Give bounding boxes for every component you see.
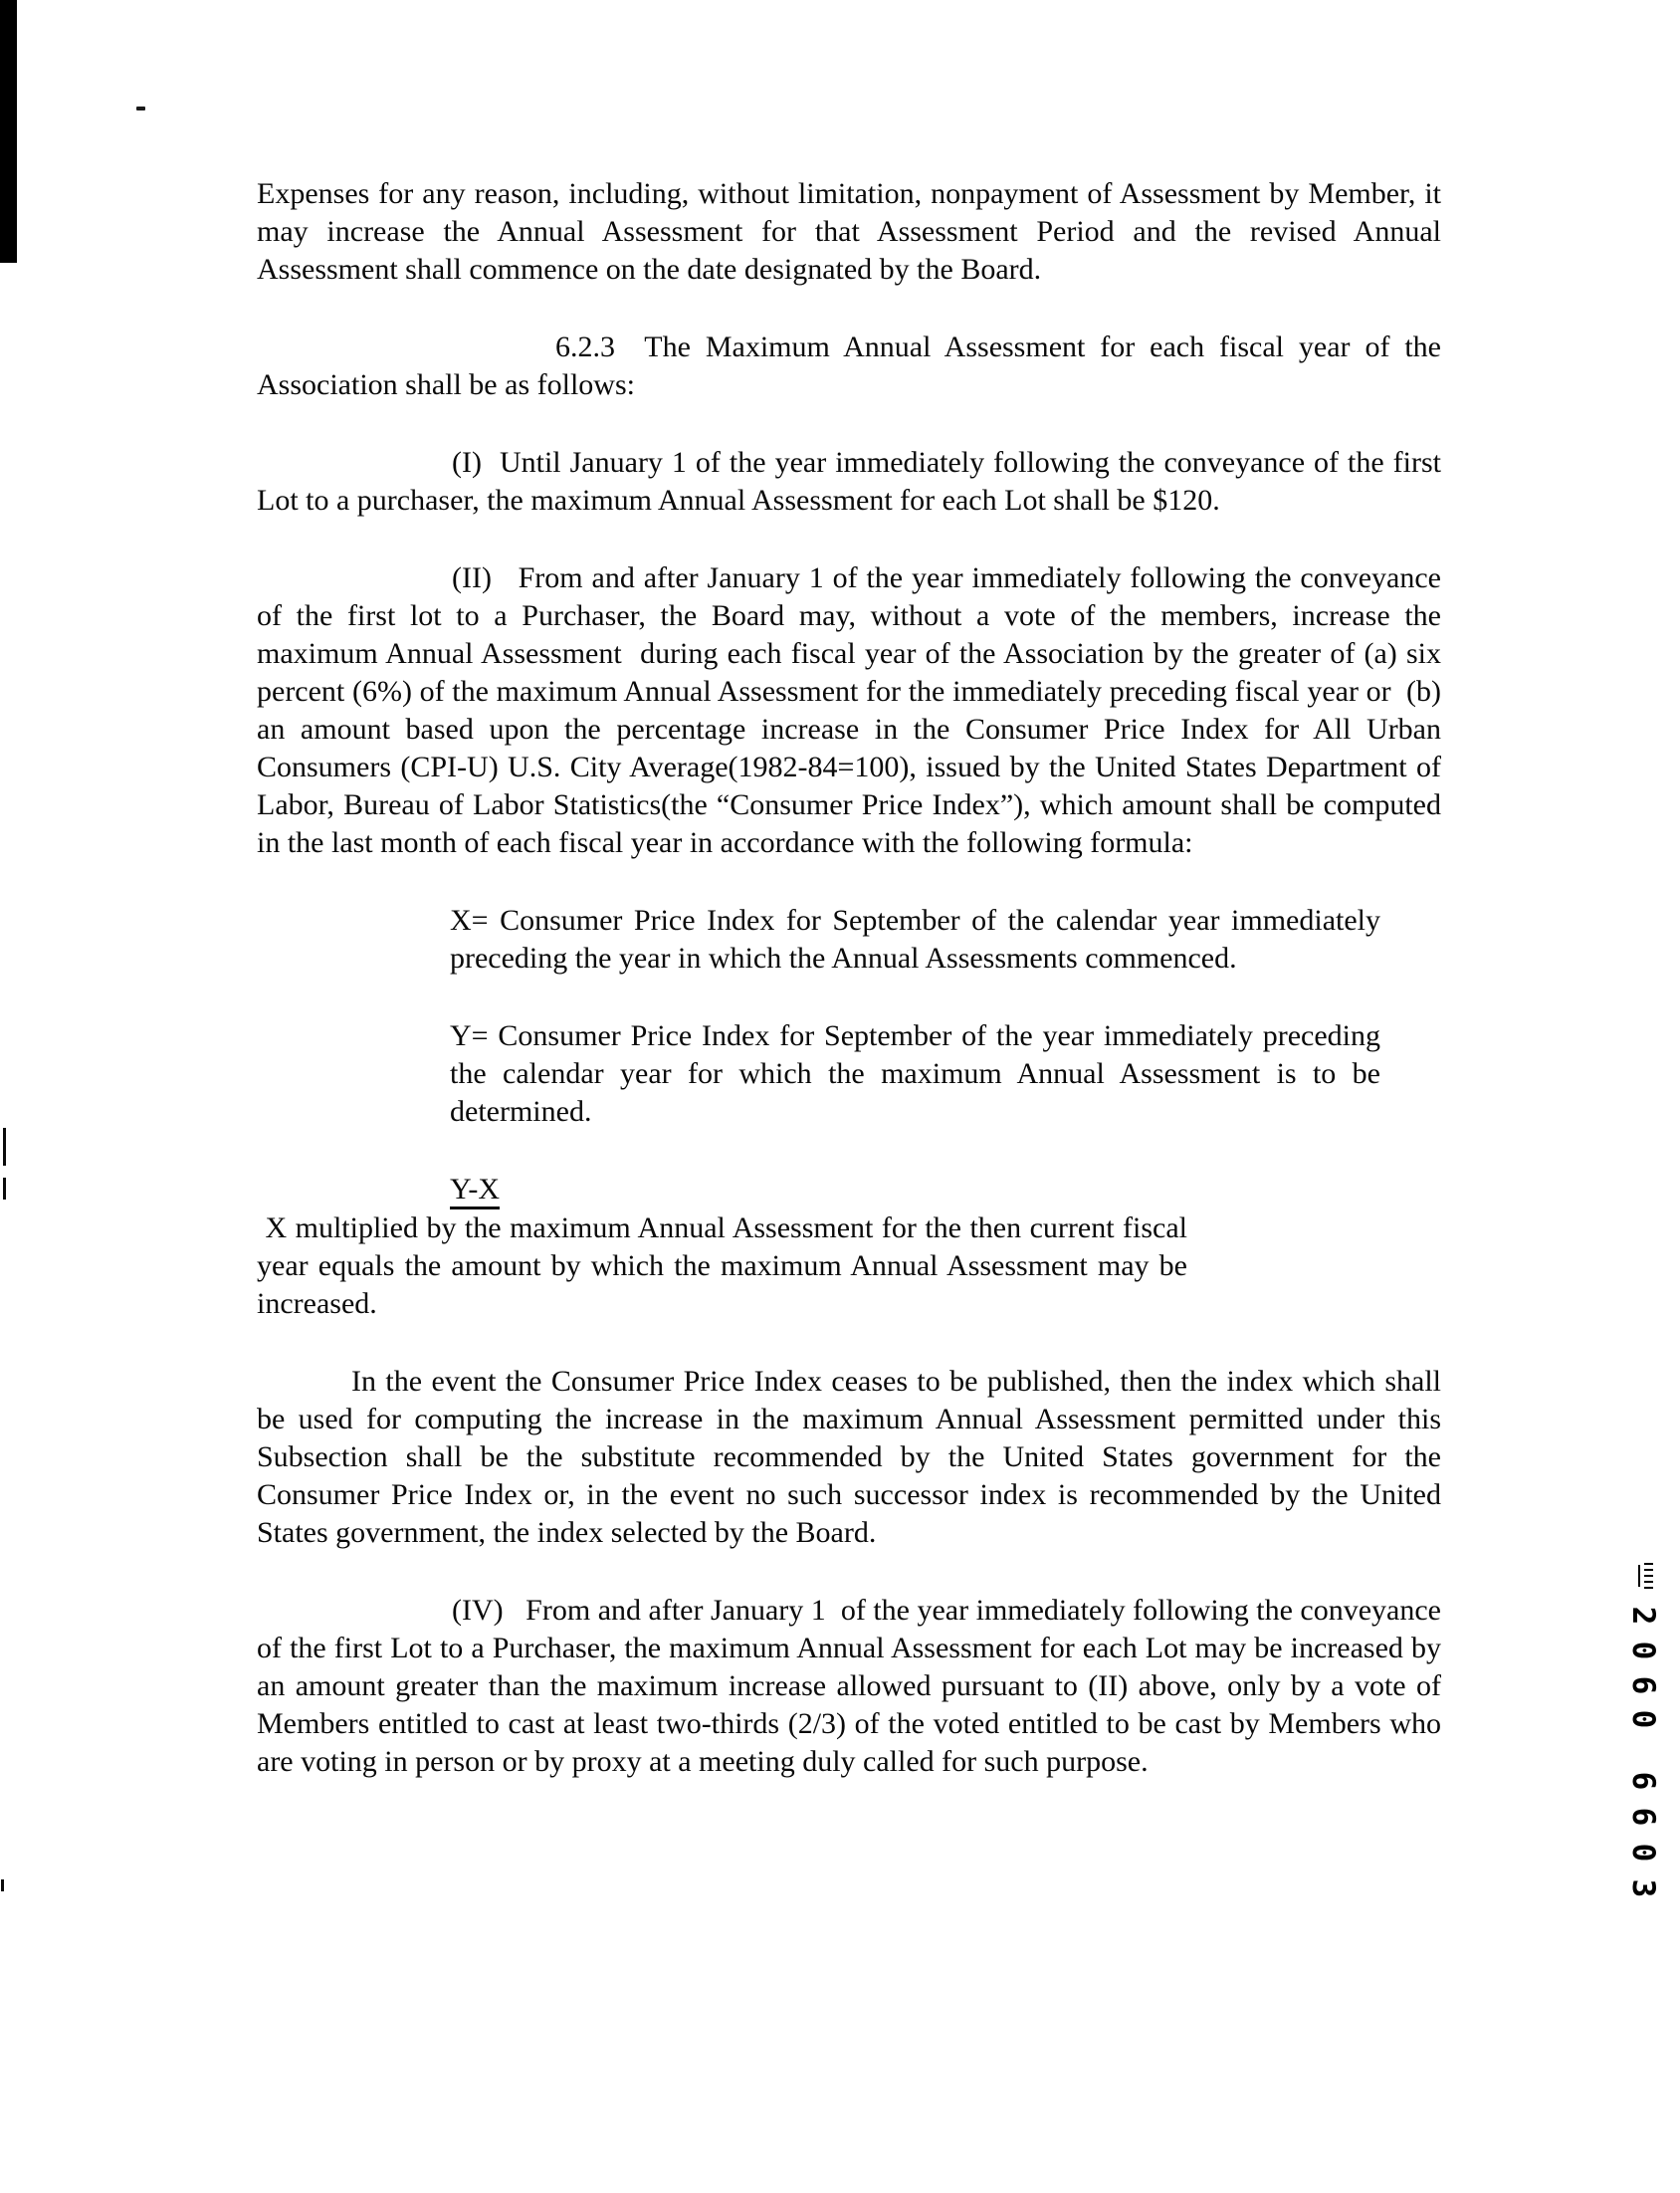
paragraph-item-I: (I) Until January 1 of the year immediately following the conveyance of the first Lot to a purchaser, the maximum Annual Assessment for each Lot shall be $120. <box>257 446 1441 517</box>
paragraph-section-6-2-3: 6.2.3 The Maximum Annual Assessment for each fiscal year of the Association shall be as follows: <box>257 330 1441 401</box>
paragraph-cpi-fallback: In the event the Consumer Price Index ceases to be published, then the index which shall be used for computing the increase in the maximum Annual Assessment permitted under this Subsection shall be the substitute recommended by the United States government for the Consumer Price Index or, in the event no such successor index is recommended by the United States government, the index selected by the Board. <box>257 1365 1441 1549</box>
formula-y-definition: Y= Consumer Price Index for September of the year immediately preceding the calendar year for which the maximum Annual Assessment is to be determined. <box>450 1019 1380 1128</box>
stamp-tick-mark <box>1638 1563 1656 1589</box>
scan-artifact-tick <box>3 1128 6 1166</box>
stamp-digit: 6 <box>1625 1807 1661 1827</box>
scan-artifact-black-bar <box>0 0 17 263</box>
stamp-digit: 6 <box>1625 1675 1661 1695</box>
paragraph-item-II: (II) From and after January 1 of the year immediately following the conveyance of the first lot to a Purchaser, the Board may, without a vote of the members, increase the maximum Annual Assessment during each fiscal year of the Association by the greater of (a) six percent (6%) of the maximum Annual Assessment for the immediately preceding fiscal year or (b) an amount based upon the percentage increase in the Consumer Price Index for All Urban Consumers (CPI-U) U.S. City Average(1982-84=100), issued by the United States Department of Labor, Bureau of Labor Statistics(the “Consumer Price Index”), which amount shall be computed in the last month of each fiscal year in accordance with the following formula: <box>257 561 1441 859</box>
formula-yx-block <box>450 1171 1380 1209</box>
paragraph-expenses: Expenses for any reason, including, without limitation, nonpayment of Assessment by Member, it may increase the Annual Assessment for that Assessment Period and the revised Annual Assessment shall commence on the date designated by the Board. <box>257 177 1441 286</box>
stamp-digit: 6 <box>1625 1771 1661 1791</box>
scan-artifact-tick <box>3 1178 6 1200</box>
document-text-block <box>257 175 1441 1781</box>
paragraph-item-IV: (IV) From and after January 1 of the year immediately following the conveyance of the first Lot to a Purchaser, the maximum Annual Assessment for each Lot may be increased by an amount greater than the maximum increase allowed pursuant to (II) above, only by a vote of Members entitled to cast at least two-thirds (2/3) of the voted entitled to be cast by Members who are voting in person or by proxy at a meeting duly called for such purpose. <box>257 1594 1441 1778</box>
stamp-digit: 0 <box>1625 1709 1661 1729</box>
formula-x-definition: X= Consumer Price Index for September of the calendar year immediately preceding the year in which the Annual Assessments commenced. <box>450 904 1380 975</box>
formula-yx-numerator: Y-X <box>450 1173 500 1209</box>
scan-artifact-dot <box>136 107 145 110</box>
scan-artifact-tick <box>1 1879 4 1891</box>
formula-yx-text: X multiplied by the maximum Annual Assessment for the then current fiscal year equals the amount by which the maximum Annual Assessment may be increased. <box>257 1211 1187 1320</box>
stamp-digit: 0 <box>1625 1641 1661 1660</box>
stamp-digit: 0 <box>1625 1843 1661 1863</box>
stamp-digit: 2 <box>1625 1606 1661 1626</box>
stamp-digit: 3 <box>1625 1878 1661 1898</box>
